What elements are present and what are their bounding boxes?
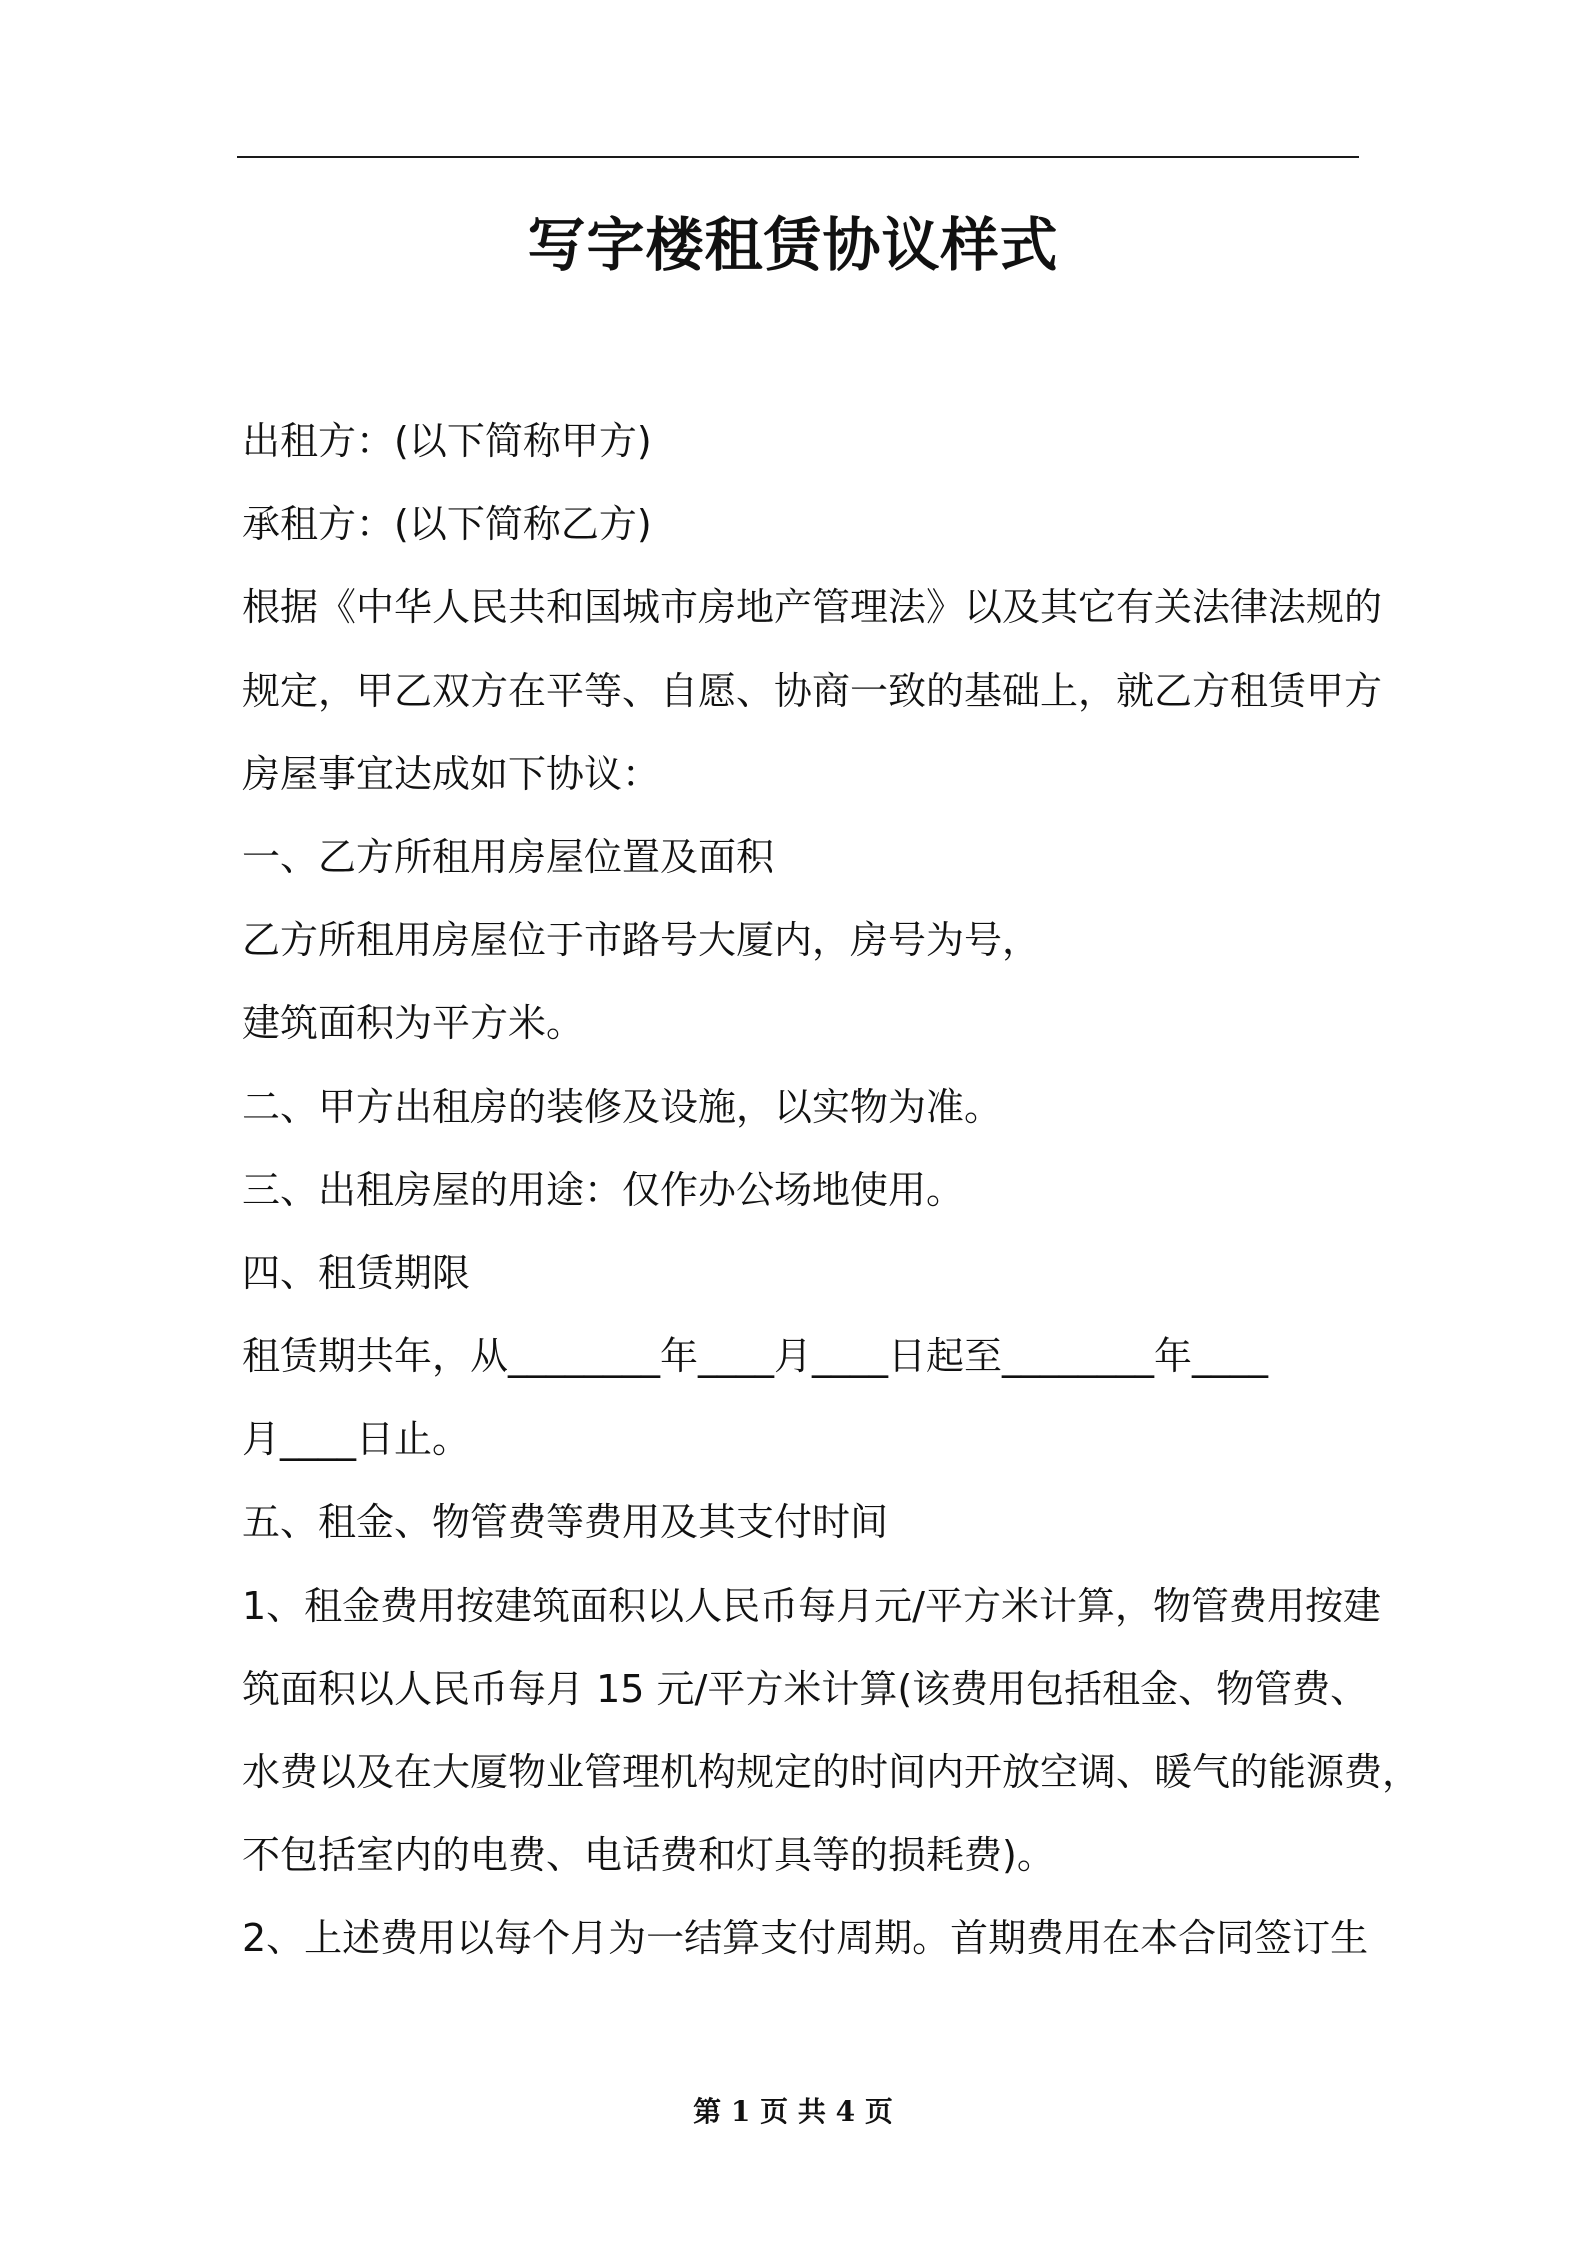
section-2-heading: 二、甲方出租房的装修及设施，以实物为准。 xyxy=(242,1084,1003,1129)
document-body xyxy=(242,400,1421,1981)
header-rule xyxy=(237,156,1359,158)
section-1-text-1: 乙方所租用房屋位于市路号大厦内，房号为号， xyxy=(242,918,1041,963)
section-3-heading: 三、出租房屋的用途：仅作办公场地使用。 xyxy=(242,1167,965,1212)
document-title: 写字楼租赁协议样式 xyxy=(527,211,1059,279)
rent-clause-line-1: 1、租金费用按建筑面积以人民币每月元/平方米计算，物管费用按建 xyxy=(242,1583,1381,1628)
preamble-line-1: 根据《中华人民共和国城市房地产管理法》以及其它有关法律法规的 xyxy=(242,585,1383,630)
rent-clause-line-2: 筑面积以人民币每月 15 元/平方米计算(该费用包括租金、物管费、 xyxy=(242,1666,1369,1711)
page-number-footer: 第 1 页 共 4 页 xyxy=(693,2095,893,2128)
party-a-line: 出租方：(以下简称甲方) xyxy=(242,419,652,463)
lease-term-line-2: 月____日止。 xyxy=(242,1417,471,1462)
lease-term-line-1: 租赁期共年，从________年____月____日起至________年____ xyxy=(242,1334,1269,1379)
rent-clause-line-4: 不包括室内的电费、电话费和灯具等的损耗费)。 xyxy=(242,1833,1055,1878)
preamble-line-3: 房屋事宜达成如下协议： xyxy=(242,751,661,796)
preamble-line-2: 规定，甲乙双方在平等、自愿、协商一致的基础上，就乙方租赁甲方 xyxy=(242,668,1383,713)
party-b-line: 承租方：(以下简称乙方) xyxy=(242,502,652,547)
section-5-heading: 五、租金、物管费等费用及其支付时间 xyxy=(242,1500,889,1545)
section-4-heading: 四、租赁期限 xyxy=(242,1250,471,1295)
rent-clause-line-3: 水费以及在大厦物业管理机构规定的时间内开放空调、暖气的能源费， xyxy=(242,1750,1421,1794)
section-1-heading: 一、乙方所租用房屋位置及面积 xyxy=(242,834,775,879)
section-1-text-2: 建筑面积为平方米。 xyxy=(242,1001,585,1046)
payment-clause-line-1: 2、上述费用以每个月为一结算支付周期。首期费用在本合同签订生 xyxy=(242,1916,1369,1961)
